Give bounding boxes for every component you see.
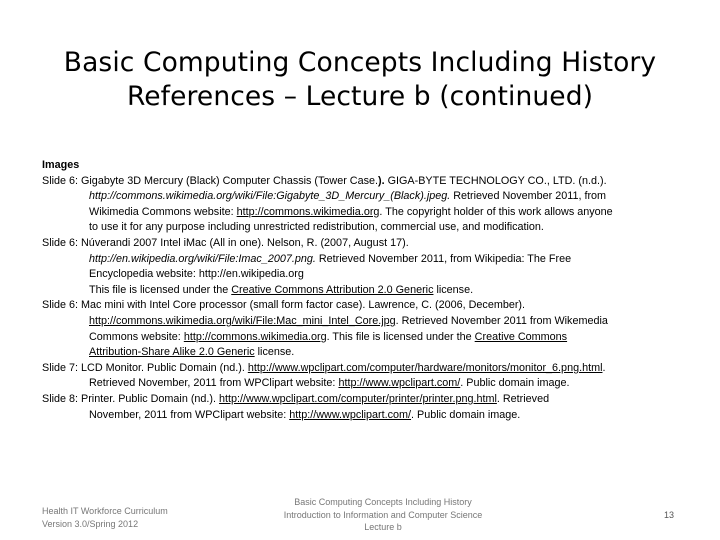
reference-text: . bbox=[602, 361, 606, 374]
reference-text: Retrieved November 2011, from bbox=[450, 190, 607, 203]
reference-line bbox=[42, 205, 678, 221]
reference-line bbox=[42, 361, 678, 377]
wikimedia-link[interactable]: http://commons.wikimedia.org bbox=[236, 205, 380, 218]
title-line-1: Basic Computing Concepts Including History bbox=[63, 47, 657, 78]
reference-text: . The copyright holder of this work allows anyone bbox=[379, 205, 613, 218]
reference-text: . Public domain image. bbox=[460, 377, 570, 390]
reference-line: Slide 6: Mac mini with Intel Core processor (small form factor case). Lawrence, C. (2006, December). bbox=[42, 299, 526, 312]
reference-line bbox=[42, 392, 678, 408]
reference-line bbox=[42, 408, 678, 424]
reference-line bbox=[42, 314, 678, 330]
section-heading: Images bbox=[42, 159, 80, 171]
reference-text: Commons website: bbox=[89, 330, 184, 343]
reference-line bbox=[42, 252, 678, 268]
cc-license-link[interactable]: Attribution-Share Alike 2.0 Generic bbox=[89, 346, 255, 359]
wpclipart-link[interactable]: http://www.wpclipart.com/ bbox=[338, 377, 461, 390]
reference-line bbox=[42, 376, 678, 392]
wikimedia-link[interactable]: http://commons.wikimedia.org bbox=[183, 330, 327, 343]
reference-text: license. bbox=[433, 283, 474, 296]
title-line-2: References – Lecture b (continued) bbox=[126, 81, 594, 112]
reference-text: November, 2011 from WPClipart website: bbox=[89, 408, 290, 421]
reference-item-mac-mini bbox=[42, 298, 678, 360]
printer-clipart-link[interactable]: http://www.wpclipart.com/computer/printer/printer.png.html bbox=[219, 392, 497, 405]
reference-url: http://en.wikipedia.org/wiki/File:Imac_2007.png. bbox=[89, 252, 316, 265]
reference-item-imac bbox=[42, 236, 678, 298]
mac-mini-link[interactable]: http://commons.wikimedia.org/wiki/File:Mac_mini_Intel_Core.jpg bbox=[89, 314, 396, 327]
footer-curriculum bbox=[42, 505, 168, 531]
reference-text: Slide 8: Printer. Public Domain (nd.). bbox=[42, 392, 220, 405]
reference-text: Wikimedia Commons website: bbox=[89, 205, 237, 218]
reference-text: . Public domain image. bbox=[411, 408, 521, 421]
monitor-clipart-link[interactable]: http://www.wpclipart.com/computer/hardware/monitors/monitor_6.png.html bbox=[247, 361, 603, 374]
reference-item-lcd-monitor bbox=[42, 361, 678, 392]
reference-text: . Retrieved bbox=[496, 392, 550, 405]
reference-text: Slide 7: LCD Monitor. Public Domain (nd.). bbox=[42, 361, 248, 374]
cc-license-link[interactable]: Creative Commons Attribution 2.0 Generic bbox=[231, 283, 434, 296]
reference-line: Slide 6: Núverandi 2007 Intel iMac (All in one). Nelson, R. (2007, August 17). bbox=[42, 236, 409, 249]
footer-lecture: Lecture b bbox=[364, 522, 402, 532]
reference-line: to use it for any purpose including unrestricted redistribution, commercial use, and modification. bbox=[89, 221, 544, 234]
reference-line bbox=[42, 174, 678, 190]
reference-url: http://commons.wikimedia.org/wiki/File:Gigabyte_3D_Mercury_(Black).jpeg. bbox=[89, 190, 451, 203]
footer-course-title: Basic Computing Concepts Including History bbox=[294, 497, 472, 507]
reference-line bbox=[42, 283, 678, 299]
reference-text: Retrieved November 2011, from Wikipedia: The Free bbox=[315, 252, 572, 265]
reference-line bbox=[42, 345, 678, 361]
reference-item-gigabyte bbox=[42, 174, 678, 236]
reference-line: Encyclopedia website: http://en.wikipedia.org bbox=[89, 268, 304, 281]
cc-license-link[interactable]: Creative Commons bbox=[474, 330, 568, 343]
reference-text: This file is licensed under the bbox=[89, 283, 232, 296]
footer-course-info bbox=[260, 496, 506, 534]
reference-text: Retrieved November, 2011 from WPClipart website: bbox=[89, 377, 339, 390]
reference-line bbox=[42, 189, 678, 205]
reference-text: . Retrieved November 2011 from Wikemedia bbox=[395, 314, 608, 327]
reference-text: GIGA-BYTE TECHNOLOGY CO., LTD. (n.d.). bbox=[384, 174, 607, 187]
reference-text: ). bbox=[378, 174, 385, 187]
footer-course-subtitle: Introduction to Information and Computer Science bbox=[283, 509, 483, 520]
wpclipart-link[interactable]: http://www.wpclipart.com/ bbox=[289, 408, 412, 421]
footer-curriculum-line: Health IT Workforce Curriculum bbox=[42, 506, 168, 516]
reference-text: Slide 6: Gigabyte 3D Mercury (Black) Computer Chassis (Tower Case. bbox=[42, 174, 379, 187]
page-number: 13 bbox=[664, 510, 675, 520]
reference-text: license. bbox=[254, 346, 295, 359]
footer-version-line: Version 3.0/Spring 2012 bbox=[42, 519, 139, 529]
reference-item-printer bbox=[42, 392, 678, 423]
reference-line bbox=[42, 330, 678, 346]
reference-text: . This file is licensed under the bbox=[326, 330, 475, 343]
references-body bbox=[42, 158, 678, 423]
slide-title bbox=[20, 46, 700, 114]
